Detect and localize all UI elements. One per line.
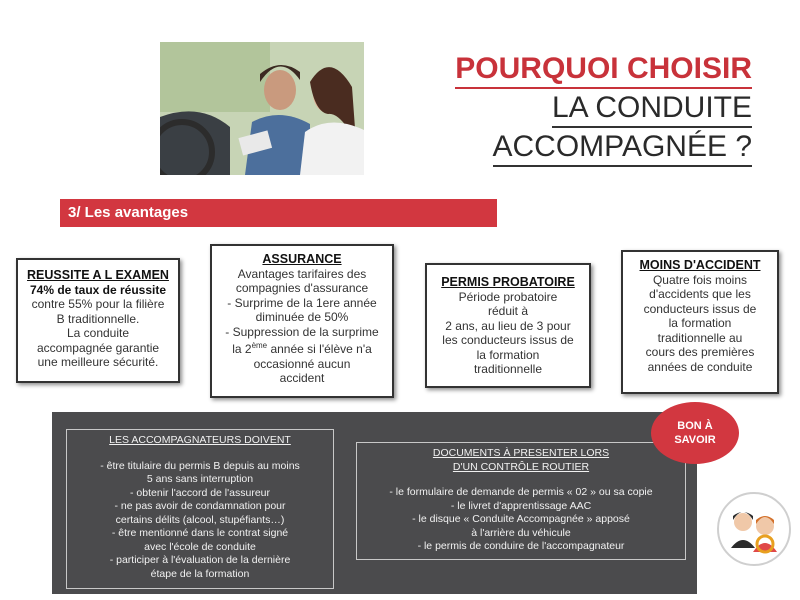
driving-school-logo-icon bbox=[717, 492, 791, 566]
box-line: avec l'école de conduite bbox=[144, 540, 256, 553]
documents-box bbox=[356, 442, 686, 560]
card-line: - Suppression de la surprime bbox=[225, 324, 379, 339]
section-banner: 3/ Les avantages bbox=[60, 199, 497, 227]
box-heading: LES ACCOMPAGNATEURS DOIVENT bbox=[109, 434, 291, 446]
badge-line: BON À bbox=[677, 420, 713, 432]
card-line-part: la 2 bbox=[232, 342, 252, 356]
card-line: La conduite bbox=[66, 326, 130, 340]
card-line: occasionné aucun bbox=[253, 356, 351, 371]
box-line: - le disque « Conduite Accompagnée » apposé bbox=[412, 513, 630, 525]
card-line bbox=[217, 339, 387, 357]
box-line: 5 ans sans interruption bbox=[146, 473, 254, 485]
card-line: cours des premières bbox=[645, 345, 755, 359]
card-line: d'accidents que les bbox=[649, 287, 751, 301]
box-line: - le formulaire de demande de permis « 02 » ou sa copie bbox=[389, 486, 653, 498]
card-line: accompagnée garantie bbox=[36, 340, 160, 355]
accompagnateurs-box bbox=[66, 429, 334, 589]
card-permis-probatoire bbox=[425, 263, 591, 388]
card-line: traditionnelle bbox=[473, 362, 543, 376]
info-panel bbox=[52, 412, 697, 594]
card-line: compagnies d'assurance bbox=[235, 281, 369, 295]
card-line-sup: ème bbox=[251, 341, 268, 350]
box-line: - être mentionné dans le contrat signé bbox=[111, 527, 289, 539]
page-title bbox=[455, 50, 752, 167]
card-line: la formation bbox=[476, 347, 540, 362]
card-heading: MOINS D'ACCIDENT bbox=[639, 258, 761, 272]
badge-line: SAVOIR bbox=[674, 434, 716, 446]
card-line: accident bbox=[279, 371, 325, 385]
card-line: conducteurs issus de bbox=[643, 301, 757, 316]
card-line: contre 55% pour la filière bbox=[31, 297, 165, 311]
card-line: Période probatoire bbox=[458, 289, 558, 304]
card-heading: REUSSITE A L EXAMEN bbox=[27, 268, 169, 282]
box-line: - ne pas avoir de condamnation pour bbox=[114, 500, 286, 512]
box-line: - le permis de conduire de l'accompagnateur bbox=[417, 540, 625, 552]
card-line: Avantages tarifaires des bbox=[237, 266, 367, 281]
card-reussite-examen bbox=[16, 258, 180, 383]
box-heading: D'UN CONTRÔLE ROUTIER bbox=[452, 460, 590, 473]
card-line: la formation bbox=[668, 316, 732, 330]
card-line: - Surprime de la 1ere année bbox=[227, 295, 377, 310]
box-line: certains délits (alcool, stupéfiants…) bbox=[115, 513, 285, 526]
box-line: - obtenir l'accord de l'assureur bbox=[130, 486, 270, 499]
card-line: une meilleure sécurité. bbox=[37, 355, 159, 369]
card-heading: ASSURANCE bbox=[262, 252, 342, 266]
box-line: - participer à l'évaluation de la dernière bbox=[109, 554, 291, 566]
box-line: - le livret d'apprentissage AAC bbox=[450, 499, 592, 512]
bon-a-savoir-badge bbox=[651, 402, 739, 464]
card-moins-accident bbox=[621, 250, 779, 394]
card-line: 2 ans, au lieu de 3 pour bbox=[445, 318, 571, 333]
title-line-3: ACCOMPAGNÉE ? bbox=[493, 128, 753, 167]
card-assurance bbox=[210, 244, 394, 398]
box-line: étape de la formation bbox=[150, 567, 250, 580]
card-line: Quatre fois moins bbox=[652, 272, 748, 287]
box-line: à l'arrière du véhicule bbox=[471, 526, 571, 539]
hero-photo bbox=[160, 42, 364, 175]
title-line-2: LA CONDUITE bbox=[552, 89, 752, 128]
card-line: réduit à bbox=[487, 304, 529, 318]
card-line: B traditionnelle. bbox=[56, 311, 140, 326]
box-line: - être titulaire du permis B depuis au moins bbox=[100, 459, 300, 472]
title-line-1: POURQUOI CHOISIR bbox=[455, 50, 752, 89]
box-heading: DOCUMENTS À PRESENTER LORS bbox=[432, 447, 610, 459]
card-line: traditionnelle au bbox=[657, 330, 743, 345]
card-line: années de conduite bbox=[647, 359, 753, 374]
card-heading: PERMIS PROBATOIRE bbox=[441, 275, 575, 289]
card-highlight: 74% de taux de réussite bbox=[29, 282, 167, 297]
card-line: les conducteurs issus de bbox=[442, 333, 574, 347]
card-line: diminuée de 50% bbox=[255, 310, 349, 324]
card-line-part: année si l'élève n'a bbox=[267, 342, 372, 356]
